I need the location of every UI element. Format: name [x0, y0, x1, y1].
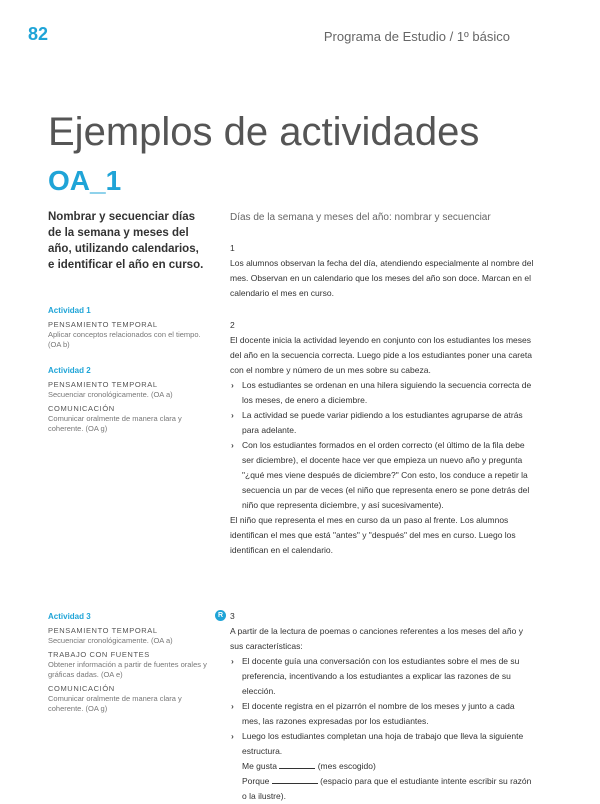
page-title: Ejemplos de actividades: [48, 110, 480, 154]
skill-category: TRABAJO CON FUENTES: [48, 650, 150, 659]
activity-bullets: [230, 378, 535, 513]
content-subtitle-block: [230, 210, 535, 225]
sidebar-activity-2: [48, 366, 208, 434]
skill-description: Secuenciar cronológicamente. (OA a): [48, 390, 173, 399]
skill-category: PENSAMIENTO TEMPORAL: [48, 626, 158, 635]
list-item: › El docente registra en el pizarrón el nombre de los meses y junto a cada mes, las razones expresadas por los estudiantes.: [230, 699, 535, 729]
activity-label: Actividad 2: [48, 366, 91, 375]
skill-description: Obtener información a partir de fuentes orales y gráficas dadas. (OA e): [48, 660, 207, 679]
skill-description: Comunicar oralmente de manera clara y coherente. (OA g): [48, 694, 182, 713]
skill-description: Aplicar conceptos relacionados con el tiempo. (OA b): [48, 330, 201, 349]
list-item: › Luego los estudiantes completan una hoja de trabajo que lleva la siguiente estructura.: [230, 729, 535, 759]
list-item: › Con los estudiantes formados en el orden correcto (el último de la fila debe ser diciembre), el docente hace ver que empieza un nuevo año y pregunta "¿qué mes viene después de diciembre?" Con esto, los conduce a repetir la secuencia un par de veces (el niño que representa enero se pone detrás del niño que representa diciembre, y así sucesivamente).: [230, 438, 535, 513]
r-badge-icon: R: [215, 610, 226, 621]
activity-3: [230, 609, 535, 804]
activity-label: Actividad 3: [48, 612, 91, 621]
activity-number: 2: [230, 320, 235, 330]
activity-number: 3: [230, 611, 235, 621]
blank-line: [272, 774, 318, 784]
section-subtitle: Días de la semana y meses del año: nombrar y secuenciar: [230, 212, 491, 223]
worksheet-line: [230, 759, 535, 774]
blank-line: [279, 759, 315, 769]
activity-label: Actividad 1: [48, 306, 91, 315]
activity-text: El docente inicia la actividad leyendo en conjunto con los estudiantes los meses del año en la secuencia correcta. Luego pide a los estudiantes poner una careta con el nombre y número de un mes sobre su cabeza.: [230, 335, 532, 375]
learning-objective: Nombrar y secuenciar días de la semana y meses del año, utilizando calendarios, e identificar el año en curso.: [48, 211, 204, 271]
list-item: › Los estudiantes se ordenan en una hilera siguiendo la secuencia correcta de los meses, de enero a diciembre.: [230, 378, 535, 408]
oa-title: OA_1: [48, 165, 122, 196]
activity-bullets: [230, 654, 535, 759]
skill-description: Secuenciar cronológicamente. (OA a): [48, 636, 173, 645]
worksheet-hint: (mes escogido): [317, 761, 376, 771]
skill-category: COMUNICACIÓN: [48, 684, 115, 693]
activity-number: 1: [230, 243, 235, 253]
worksheet-hint: (espacio para que el estudiante intente escribir su razón o la ilustre).: [242, 776, 532, 801]
sidebar-activity-1: [48, 306, 208, 350]
running-header: Programa de Estudio / 1º básico: [323, 29, 510, 44]
worksheet-label: Me gusta: [242, 761, 277, 771]
worksheet-label: Porque: [242, 776, 270, 786]
activity-text: A partir de la lectura de poemas o canciones referentes a los meses del año y sus características:: [230, 626, 523, 651]
activity-text: Los alumnos observan la fecha del día, atendiendo especialmente al nombre del mes. Observan en un calendario que los meses del año son doce. Marcan en el calendario el mes en curso.: [230, 258, 534, 298]
skill-category: PENSAMIENTO TEMPORAL: [48, 320, 158, 329]
activity-text: El niño que representa el mes en curso da un paso al frente. Los alumnos identifican el mes que está "antes" y "después" del mes en curso. Luego los identifican en el calendario.: [230, 515, 516, 555]
page-number: 82: [28, 24, 49, 44]
activity-1: [230, 241, 535, 301]
skill-category: PENSAMIENTO TEMPORAL: [48, 380, 158, 389]
skill-category: COMUNICACIÓN: [48, 404, 115, 413]
list-item: › La actividad se puede variar pidiendo a los estudiantes agruparse de atrás para adelante.: [230, 408, 535, 438]
skill-description: Comunicar oralmente de manera clara y coherente. (OA g): [48, 414, 182, 433]
sidebar-activity-3: [48, 612, 208, 714]
list-item: › El docente guía una conversación con los estudiantes sobre el mes de su preferencia, incentivando a los estudiantes a explicar las razones de su elección.: [230, 654, 535, 699]
activity-2: [230, 318, 535, 558]
